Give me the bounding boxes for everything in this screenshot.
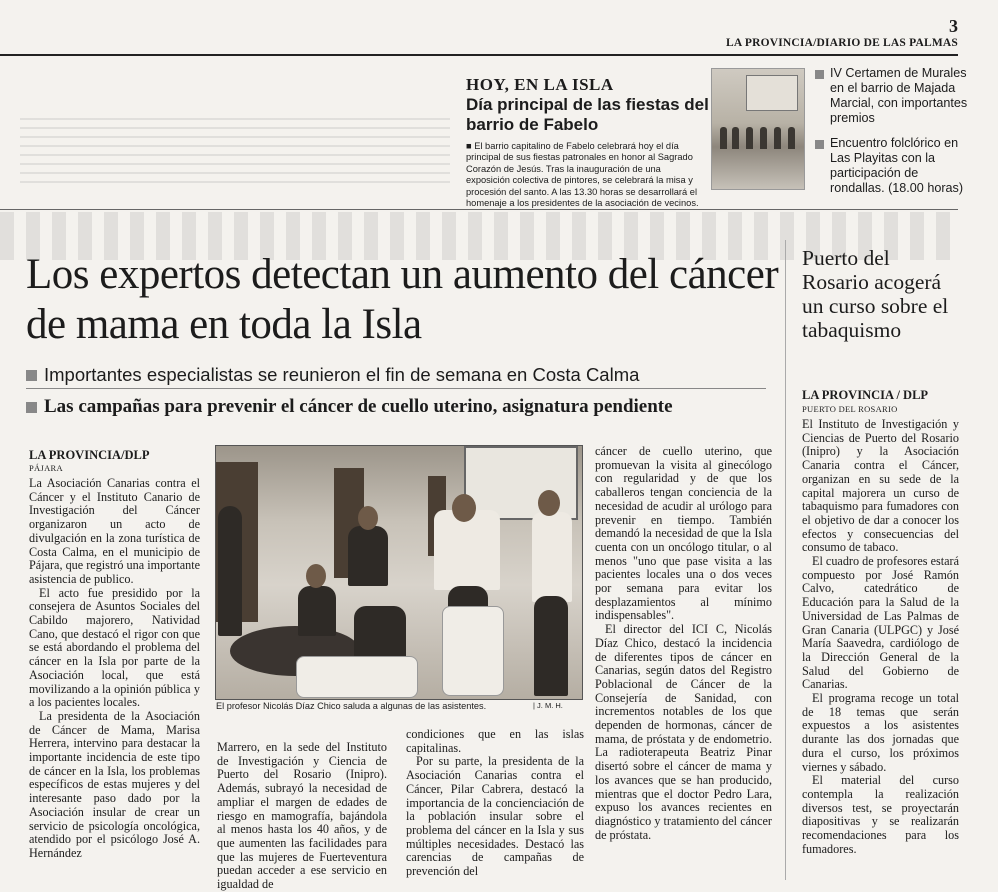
paragraph: El cuadro de profesores estará compuesto por José Ramón Calvo, catedrático de Educación para la Salud de la Universidad de Las Palmas de Gran Canaria (ULPGC) y José María Saavedra, cardiólogo de la Dirección General de la Salud del Gobierno de Canarias. (802, 554, 959, 692)
photo-person (532, 512, 572, 602)
news-box-headline: Día principal de las fiestas del barrio de Fabelo (466, 95, 709, 134)
paragraph: El programa recoge un total de 18 temas que serán expuestos a los asistentes durante las dos jornadas que dura el curso, los próximos viernes y sábado. (802, 691, 959, 774)
paragraph: Marrero, en la sede del Instituto de Investigación y Ciencia de Puerto del Rosario (Inipro). Además, subrayó la necesidad de ampliar el margen de edades de riesgo en mamografía, bajándola al menos hasta los 40 años, y de que aumenten las facilidades para que las mujeres de Fuerteventura puedan acceder a ese servicio en igualdad de (217, 740, 387, 892)
bleed-through-texture (20, 118, 450, 188)
photo-head (358, 506, 378, 530)
photo-wall (746, 75, 798, 111)
photo-chair (296, 656, 418, 698)
photo-person (732, 127, 739, 149)
sidebar-byline: LA PROVINCIA / DLP (802, 388, 929, 402)
photo-window (464, 446, 578, 520)
photo-head (306, 564, 326, 588)
photo-person (774, 127, 781, 149)
subhead: Las campañas para prevenir el cáncer de cuello uterino, asignatura pendiente (26, 396, 814, 418)
photo-head (452, 494, 476, 522)
paragraph: El material del curso contempla la realización diversos test, se proyectarán diapositivas y se realizarán recomendaciones para los fumadores. (802, 773, 959, 856)
photo-person (720, 127, 727, 149)
photo-person (218, 506, 242, 636)
photo-person (298, 586, 336, 636)
photo-credit: | J. M. H. (533, 701, 563, 710)
article-column-2 (217, 740, 387, 892)
photo-chair (442, 606, 504, 696)
photo-caption: El profesor Nicolás Díaz Chico saluda a algunas de las asistentes. (216, 701, 487, 711)
paragraph: El director del ICI C, Nicolás Díaz Chico, destacó la incidencia de diferentes tipos de cáncer en Canarias, según datos del Registro Poblacional de Cáncer de la Consejería de Sanidad, con incrementos notables de los que dependen de hormonas, cáncer de mama, de próstata y de endometrio. La radioterapeuta Beatriz Pinar disertó sobre el cáncer de mama y los avances que se han producido, mientras que el doctor Pedro Lara, expuso los avances recientes en diagnóstico y tratamiento del cáncer de próstata. (595, 622, 772, 842)
paragraph: La Asociación Canarias contra el Cáncer y el Instituto Canario de Investigación del Cáncer organizaron un acto de divulgación en la zona turística de Costa Calma, en el municipio de Pájara, que registró una importante asistencia de publico. (29, 476, 200, 586)
sidebar-headline: Puerto del Rosario acogerá un curso sobre el tabaquismo (802, 246, 949, 342)
paragraph: El Instituto de Investigación y Ciencias de Puerto del Rosario (Inipro) y la Asociación Canaria contra el Cáncer, organizan en su sede de la capital majorera un curso de tabaquismo para fumadores con el objetivo de dar a conocer los efectos y consecuencias del consumo de tabaco. (802, 417, 959, 555)
news-box-photo (711, 68, 805, 190)
column-rule (785, 240, 786, 880)
box-rule (0, 209, 958, 210)
main-headline: Los expertos detectan un aumento del cáncer de mama en toda la Isla (26, 251, 779, 348)
paragraph: El acto fue presidido por la consejera de Asuntos Sociales del Cabildo majorero, Natividad Cano, que destacó el rigor con que se está abordando el problema del cáncer en la Isla por parte de la Asociación local, que está movilizando a la opinión pública y a los pacientes locales. (29, 585, 200, 710)
photo-person (746, 127, 753, 149)
subhead: Importantes especialistas se reunieron el fin de semana en Costa Calma (26, 364, 814, 386)
top-rule (0, 54, 958, 56)
page-number: 3 (949, 16, 958, 36)
news-box-item: IV Certamen de Murales en el barrio de Majada Marcial, con importantes premios (815, 66, 970, 126)
sidebar-column (802, 418, 959, 886)
news-box-text: ■ El barrio capitalino de Fabelo celebrará hoy el día principal de sus fiestas patronales en honor al Sagrado Corazón de Jesús. Tras la inauguración de una exposición colectiva de pintores, se celebrará la misa y procesión del santo. A las 13.30 horas se desarrollará el homenaje a los presidentes de la asociación de vecinos. (466, 141, 699, 209)
photo-person (760, 127, 767, 149)
photo-person (534, 596, 568, 696)
news-box-item: Encuentro folclórico en Las Playitas con la participación de rondallas. (18.00 horas) (815, 136, 970, 196)
photo-head (538, 490, 560, 516)
article-photo (215, 445, 583, 700)
article-column-4 (595, 445, 772, 884)
paragraph: cáncer de cuello uterino, que promuevan la visita al ginecólogo con regularidad y de que los caballeros tengan conciencia de la necesidad de acudir al urólogo para prevenir en tiempo. También demandó la necesidad de que la Isla cuenta con un oncólogo titular, o al menos "uno que pase visita a las pacientes locales una o dos veces por semana para evitar los desplazamientos al mínimo indispensables". (595, 444, 772, 623)
sidebar-dateline-place: PUERTO DEL ROSARIO (802, 404, 898, 414)
masthead: LA PROVINCIA/DIARIO DE LAS PALMAS (726, 37, 958, 49)
paragraph: La presidenta de la Asociación de Cáncer de Mama, Marisa Herrera, intervino para destacar la importante incidencia de este tipo de cáncer en la Isla, los problemas específicos de estas mujeres y del interesante paso dado por la Asociación insular de crear un servicio de psicología oncológica, atendido por el psicólogo José A. Hernández (29, 708, 200, 860)
byline: LA PROVINCIA/DLP (29, 448, 150, 462)
paragraph: condiciones que en las islas capitalinas. (406, 727, 584, 755)
photo-person (348, 526, 388, 586)
news-box-kicker: HOY, EN LA ISLA (466, 75, 614, 94)
article-column-1 (29, 477, 200, 884)
dateline-place: PÁJARA (29, 463, 63, 473)
photo-person (788, 127, 795, 149)
subhead-rule (26, 388, 766, 389)
photo-person (434, 510, 500, 590)
paragraph: Por su parte, la presidenta de la Asociación Canarias contra el Cáncer, Pilar Cabrera, destacó la importancia de la concienciación de la población insular sobre el problema del cáncer en la Isla y sus múltiples necesidades. Destacó las carencias de campañas de prevención del (406, 754, 584, 879)
article-column-3 (406, 728, 584, 884)
